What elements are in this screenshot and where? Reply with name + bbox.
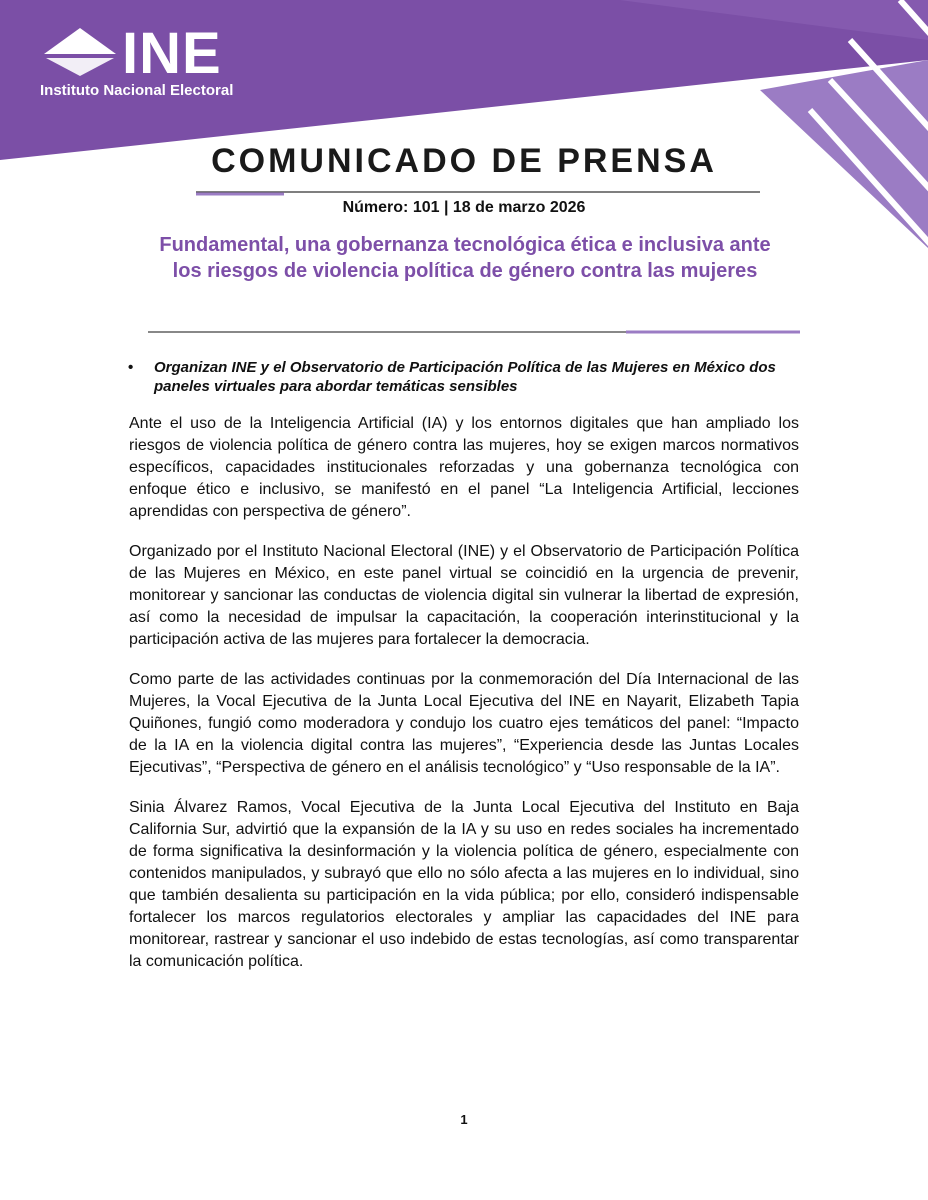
paragraph: Ante el uso de la Inteligencia Artificial (IA) y los entornos digitales que han ampliado los riesgos de violencia política de género contra las mujeres, hoy se exigen marcos normativos específicos, capacidades institucionales reforzadas y una gobernanza tecnológica con enfoque ético e inclusivo, se manifestó en el panel “La Inteligencia Artificial, lecciones aprendidas con perspectiva de género”. bbox=[129, 415, 799, 520]
summary-bullet bbox=[128, 358, 802, 396]
ine-logo bbox=[40, 21, 280, 104]
headline-line-1: Fundamental, una gobernanza tecnológica ética e inclusiva ante bbox=[159, 234, 771, 256]
headline-line-2: los riesgos de violencia política de género contra las mujeres bbox=[172, 260, 758, 282]
ine-logo-icon bbox=[40, 26, 120, 78]
bullet-icon: • bbox=[128, 359, 134, 376]
page-number: 1 bbox=[460, 1112, 468, 1127]
logo-subtitle: Instituto Nacional Electoral bbox=[40, 82, 234, 99]
paragraph: Organizado por el Instituto Nacional Electoral (INE) y el Observatorio de Participación Política de las Mujeres en México, en este panel virtual se coincidió en la urgencia de prevenir, monitorear y sancionar las conductas de violencia digital sin vulnerar la libertad de expresión, así como la necesidad de impulsar la capacitación, la cooperación interinstitucional y la participación activa de las mujeres para fortalecer la democracia. bbox=[129, 543, 799, 648]
headline bbox=[120, 232, 810, 284]
document-title: COMUNICADO DE PRENSA bbox=[211, 142, 717, 180]
paragraph: Sinia Álvarez Ramos, Vocal Ejecutiva de la Junta Local Ejecutiva del Instituto en Baja California Sur, advirtió que la expansión de la IA y su uso en redes sociales ha incrementado de forma significativa la desinformación y la violencia política de género, especialmente con contenidos manipulados, y subrayó que ello no sólo afecta a las mujeres en lo individual, sino que también desalienta su participación en la vida pública; por ello, consideró indispensable fortalecer los marcos regulatorios electorales y ampliar las capacidades del INE para monitorear, rastrear y sancionar el uso indebido de estas tecnologías, así como transparentar la comunicación política. bbox=[129, 799, 799, 970]
paragraph: Como parte de las actividades continuas por la conmemoración del Día Internacional de las Mujeres, la Vocal Ejecutiva de la Junta Local Ejecutiva del INE en Nayarit, Elizabeth Tapia Quiñones, fungió como moderadora y condujo los cuatro ejes temáticos del panel: “Impacto de la IA en la violencia digital contra las mujeres”, “Experiencia desde las Juntas Locales Ejecutivas”, “Perspectiva de género en el análisis tecnológico” y “Uso responsable de la IA”. bbox=[129, 671, 799, 776]
article-body bbox=[129, 413, 799, 991]
bullet-text: Organizan INE y el Observatorio de Participación Política de las Mujeres en México dos paneles virtuales para abordar temáticas sensibles bbox=[154, 359, 776, 395]
logo-wordmark: INE bbox=[122, 21, 222, 86]
issue-number-date: Número: 101 | 18 de marzo 2026 bbox=[342, 199, 586, 216]
